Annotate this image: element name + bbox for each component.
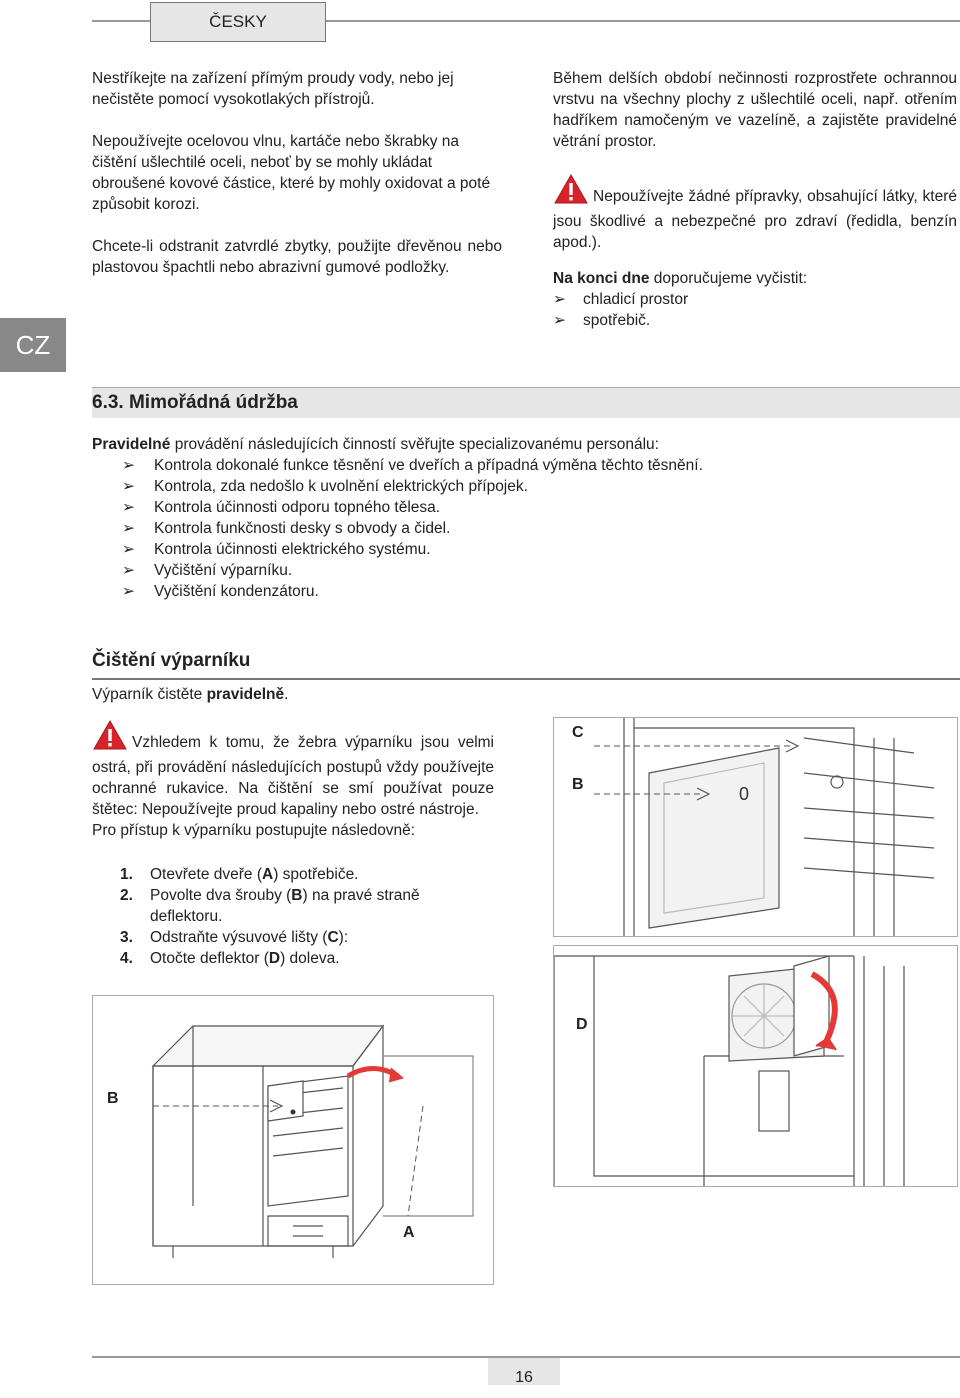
end-of-day-list [553,289,957,331]
right-column [553,68,957,331]
chevron-right-icon: ➢ [553,312,566,329]
maintenance-intro-bold: Pravidelné [92,436,171,453]
list-item: ➢ spotřebič. [553,312,651,329]
warning-icon [553,173,589,211]
steps-list [120,864,480,969]
step-item: 3. Odstraňte výsuvové lišty (C): [120,929,349,946]
chevron-right-icon: ➢ [122,499,135,516]
steps-block [120,864,480,969]
figure-deflector-drawing [554,946,957,1186]
end-of-day-rest: doporučujeme vyčistit: [649,270,808,287]
label-d: D [576,1016,588,1033]
paragraph-residues: Chcete-li odstranit zatvrdlé zbytky, použijte dřevěnou nebo plastovou špachtli nebo abrazivní gumové podložky. [92,238,502,276]
label-b-appliance: B [107,1090,119,1107]
end-of-day-bold: Na konci dne [553,270,650,287]
paragraph-inactivity: Během delších období nečinnosti rozprostřete ochrannou vrstvu na všechny plochy z ušlechtilé oceli, např. otřením hadříkem namočeným ve vazelíně, a zajistěte pravidelné větrání prostor. [553,70,957,150]
label-c: C [572,724,584,741]
evaporator-block [92,684,494,841]
figure-deflector [553,945,958,1187]
figure-appliance-drawing [93,996,493,1284]
warning-fins-text: Vzhledem k tomu, že žebra výparníku jsou velmi ostrá, při provádění následujících postupů vždy používejte ochranné rukavice. Na čištění se smí používat pouze štětec: Nepoužívejte proud kapaliny nebo ostré nástroje. [92,734,494,818]
paragraph-warning-chemicals [553,173,957,253]
chevron-right-icon: ➢ [122,457,135,474]
chevron-right-icon: ➢ [122,520,135,537]
list-item: ➢ Kontrola účinnosti odporu topného tělesa. [122,499,441,516]
evaporator-regular: Výparník čistěte pravidelně. [92,686,289,703]
maintenance-intro-rest: provádění následujících činností svěřujte specializovanému personálu: [170,436,659,453]
label-b: B [572,776,584,793]
subsection-title: Čištění výparníku [92,650,251,671]
step-item: 4. Otočte deflektor (D) doleva. [120,950,340,967]
warning-icon [92,719,128,757]
list-item: ➢ chladicí prostor [553,291,689,308]
warning-chemicals-text: Nepoužívejte žádné přípravky, obsahující látky, které jsou škodlivé a nebezpečné pro zdraví (ředidla, benzín apod.). [553,188,957,251]
maintenance-list [92,455,960,602]
step-item: 2. Povolte dva šrouby (B) na pravé straně deflektoru. [120,887,420,925]
list-item: ➢ Vyčištění kondenzátoru. [122,583,319,600]
list-item: ➢ Kontrola funkčnosti desky s obvody a čidel. [122,520,451,537]
figure-rails-drawing [554,718,957,936]
chevron-right-icon: ➢ [122,541,135,558]
chevron-right-icon: ➢ [122,478,135,495]
subsection-rule [92,678,960,680]
maintenance-block [92,434,960,602]
svg-text:0: 0 [739,784,750,804]
figure-appliance [92,995,494,1285]
section-title: 6.3. Mimořádná údržba [92,392,298,413]
figure-rails [553,717,958,937]
chevron-right-icon: ➢ [553,291,566,308]
chevron-right-icon: ➢ [122,562,135,579]
language-label: ČESKY [150,2,326,42]
language-tab: CZ [0,318,66,372]
evaporator-access: Pro přístup k výparníku postupujte následovně: [92,822,416,839]
list-item: ➢ Kontrola účinnosti elektrického systému. [122,541,431,558]
list-item: ➢ Kontrola dokonalé funkce těsnění ve dveřích a případná výměna těchto těsnění. [122,457,703,474]
page-number: 16 [488,1358,560,1385]
paragraph-steel-wool: Nepoužívejte ocelovou vlnu, kartáče nebo škrabky na čištění ušlechtilé oceli, neboť by se mohly ukládat obroušené kovové částice, které by mohly oxidovat a poté způsobit korozi. [92,133,491,213]
label-a: A [403,1224,415,1241]
paragraph-water: Nestříkejte na zařízení přímým proudy vody, nebo jej nečistěte pomocí vysokotlakých přístrojů. [92,70,454,108]
maintenance-intro [92,434,960,455]
chevron-right-icon: ➢ [122,583,135,600]
list-item: ➢ Vyčištění výparníku. [122,562,293,579]
left-column [92,68,502,278]
paragraph-end-of-day [553,268,957,289]
step-item: 1. Otevřete dveře (A) spotřebiče. [120,866,359,883]
paragraph-warning-fins [92,719,494,820]
list-item: ➢ Kontrola, zda nedošlo k uvolnění elektrických přípojek. [122,478,528,495]
